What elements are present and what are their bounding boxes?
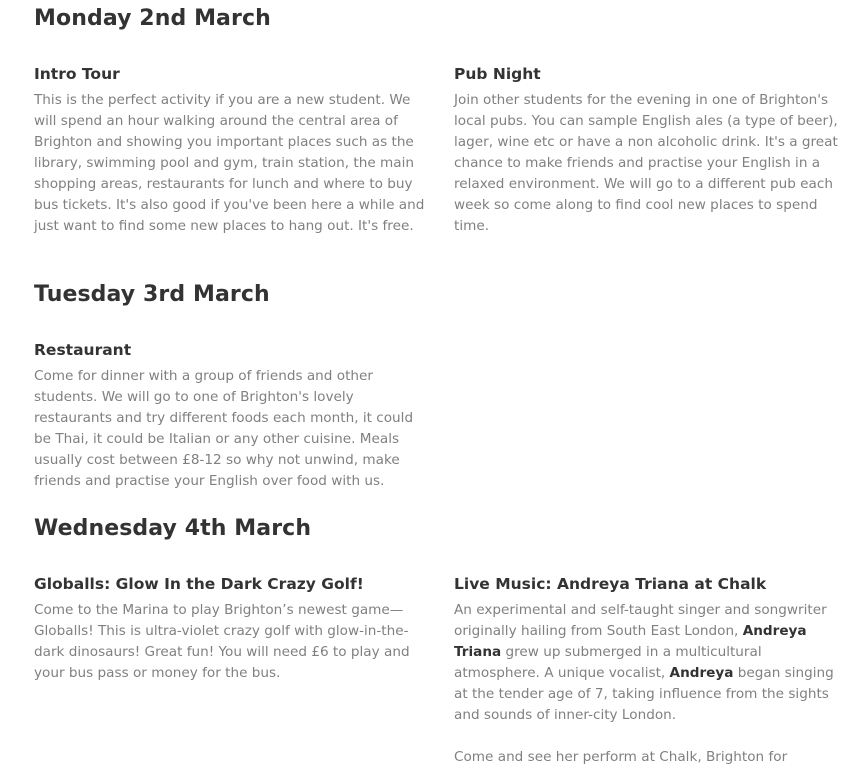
event-restaurant (34, 340, 429, 492)
event-description: Join other students for the evening in one of Brighton's local pubs. You can sample English ales (a type of beer), lager, wine etc or have a non alcoholic drink. It's a great chance to make friends and practise your English in a relaxed environment. We will go to a different pub each week so come along to find cool new places to spend time. (454, 92, 838, 234)
day-heading-monday: Monday 2nd March (34, 6, 271, 31)
event-description: Come for dinner with a group of friends and other students. We will go to one of Brighton's lovely restaurants and try different foods each month, it could be Thai, it could be Italian or any other cuisine. Meals usually cost between £8-12 so why not unwind, make friends and practise your English over food with us. (34, 368, 414, 489)
event-globalls (34, 574, 429, 684)
artist-first-name: Andreya (669, 665, 734, 681)
description-text: grew up submerged in a multicultural atmosphere. A unique vocalist, (454, 644, 762, 681)
event-title: Live Music: Andreya Triana at Chalk (454, 575, 767, 593)
event-title: Intro Tour (34, 65, 120, 83)
event-title: Globalls: Glow In the Dark Crazy Golf! (34, 575, 364, 593)
event-live-music (454, 574, 849, 768)
event-pub-night (454, 64, 849, 237)
event-title: Pub Night (454, 65, 541, 83)
day-heading-tuesday: Tuesday 3rd March (34, 282, 270, 307)
artist-name: Andreya Triana (454, 623, 807, 660)
description-text: An experimental and self-taught singer and songwriter originally hailing from South East London, (454, 602, 827, 639)
event-description: Come to the Marina to play Brighton’s newest game—Globalls! This is ultra-violet crazy golf with glow-in-the-dark dinosaurs! Great fun! You will need £6 to play and your bus pass or money for the bus. (34, 602, 410, 681)
event-description: This is the perfect activity if you are a new student. We will spend an hour walking around the central area of Brighton and showing you important places such as the library, swimming pool and gym, train station, the main shopping areas, restaurants for lunch and where to buy bus tickets. It's also good if you've been here a while and just want to find some new places to hang out. It's free. (34, 92, 425, 234)
event-title: Restaurant (34, 341, 132, 359)
event-description-continued: Come and see her perform at Chalk, Brighton for (454, 749, 788, 765)
day-heading-wednesday: Wednesday 4th March (34, 516, 312, 541)
event-intro-tour (34, 64, 429, 237)
event-description (454, 600, 849, 726)
description-text: began singing at the tender age of 7, taking influence from the sights and sounds of inner-city London. (454, 665, 834, 723)
